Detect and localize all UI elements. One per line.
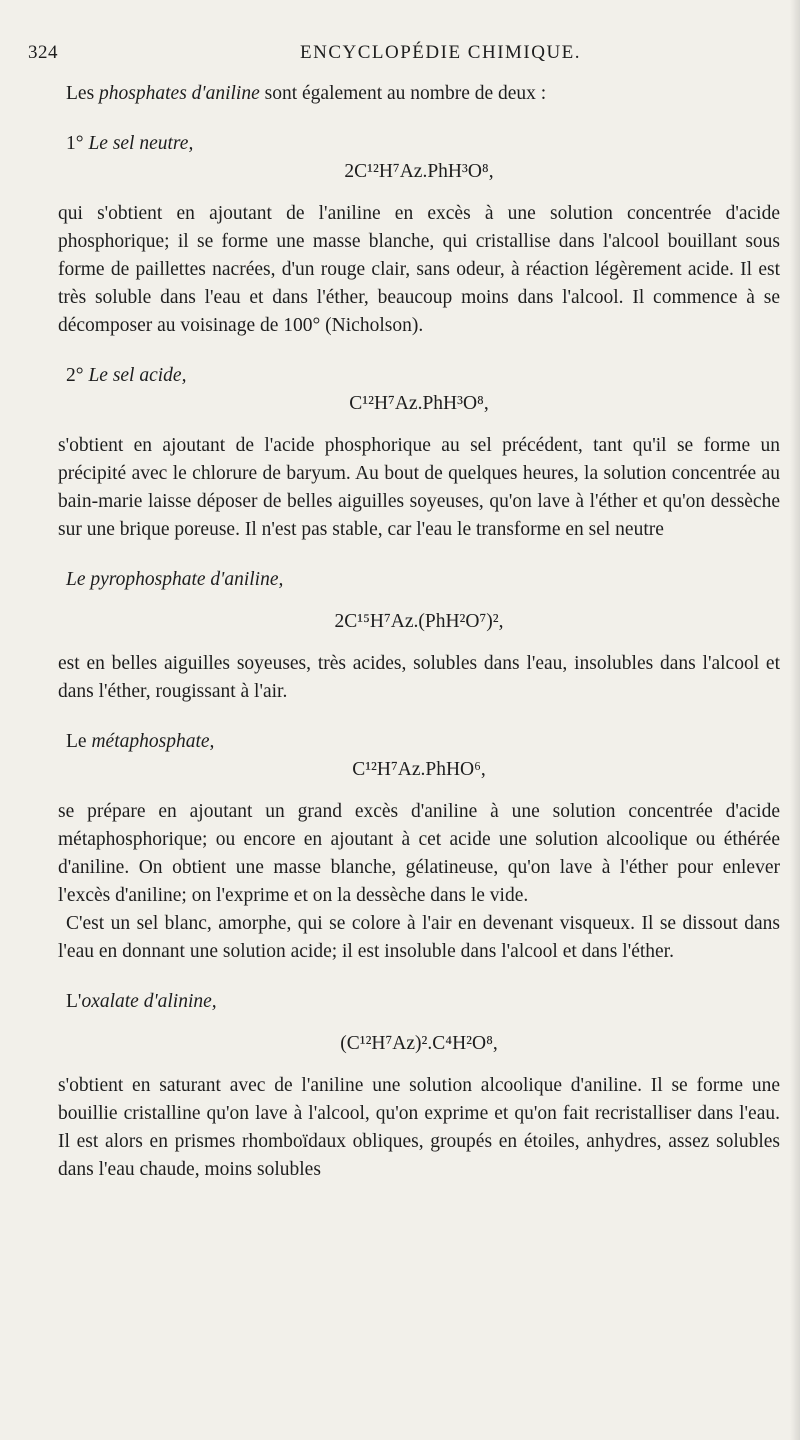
pyrophosphate-heading (58, 566, 780, 594)
metaphosphate-paragraph-1: se prépare en ajoutant un grand excès d'aniline à une solution concentrée d'acide métaphosphorique; ou encore en ajoutant à cet acide une solution alcoolique ou éthérée d'aniline. On obtient une masse blanche, gélatineuse, qu'on lave à l'éther pour enlever l'excès d'aniline; on l'exprime et on la dessèche dans le vide. (58, 801, 780, 906)
metaphosphate-formula: C¹²H⁷Az.PhHO⁶, (352, 759, 486, 780)
neutral-salt-paragraph: qui s'obtient en ajoutant de l'aniline en excès à une solution concentrée d'acide phosphorique; il se forme une masse blanche, qui cristallise dans l'alcool bouillant sous forme de paillettes nacrées, d'un rouge clair, sans odeur, à réaction légèrement acide. Il est très soluble dans l'eau et dans l'éther, beaucoup moins dans l'alcool. Il commence à se décomposer au voisinage de 100° (Nicholson). (58, 203, 780, 336)
metaphosphate-heading-prefix: Le (66, 731, 92, 752)
oxalate-heading (58, 988, 780, 1016)
oxalate-paragraph: s'obtient en saturant avec de l'aniline une solution alcoolique d'aniline. Il se forme une bouillie cristalline qu'on lave à l'alcool, qu'on exprime et qu'on fait recristalliser dans l'eau. Il est alors en prismes rhomboïdaux obliques, groupés en étoiles, anhydres, assez solubles dans l'eau chaude, moins solubles (58, 1075, 780, 1180)
spacer (58, 784, 780, 798)
neutral-heading-text: Le sel neutre, (88, 133, 194, 154)
neutral-heading-number: 1° (66, 133, 89, 154)
intro-sentence (58, 80, 780, 108)
metaphosphate-heading-emphasis: métaphosphate, (91, 731, 215, 752)
spacer (58, 1058, 780, 1072)
page-edge-shadow (790, 0, 800, 1440)
page-header (28, 42, 788, 68)
spacer (58, 636, 780, 650)
acid-salt-paragraph: s'obtient en ajoutant de l'acide phosphorique au sel précédent, tant qu'il se forme un précipité avec le chlorure de baryum. Au bout de quelques heures, la solution concentrée au bain-marie laisse déposer de belles aiguilles soyeuses, qu'on lave à l'éther et qu'on dessèche sur une brique poreuse. Il n'est pas stable, car l'eau le transforme en sel neutre (58, 435, 780, 540)
page-body (58, 80, 780, 1184)
neutral-salt-heading (58, 130, 780, 158)
pyrophosphate-heading-text: Le pyrophosphate d'aniline, (66, 569, 284, 590)
pyrophosphate-formula: 2C¹⁵H⁷Az.(PhH²O⁷)², (334, 611, 504, 632)
acid-salt-formula: C¹²H⁷Az.PhH³O⁸, (349, 393, 489, 414)
oxalate-formula: (C¹²H⁷Az)².C⁴H²O⁸, (340, 1033, 498, 1054)
neutral-salt-formula: 2C¹²H⁷Az.PhH³O⁸, (344, 161, 494, 182)
intro-emphasis: phosphates d'aniline (99, 83, 260, 104)
metaphosphate-heading (58, 728, 780, 756)
acid-salt-heading (58, 362, 780, 390)
page-number: 324 (28, 42, 58, 63)
spacer (58, 594, 780, 608)
spacer (58, 418, 780, 432)
spacer (58, 1016, 780, 1030)
acid-heading-number: 2° (66, 365, 89, 386)
metaphosphate-paragraph-2: C'est un sel blanc, amorphe, qui se colore à l'air en devenant visqueux. Il se dissout dans l'eau en donnant une solution acide; il est insoluble dans l'alcool et dans l'éther. (58, 913, 780, 962)
acid-heading-text: Le sel acide, (88, 365, 187, 386)
intro-prefix: Les (66, 83, 100, 104)
spacer (58, 186, 780, 200)
pyrophosphate-paragraph: est en belles aiguilles soyeuses, très acides, solubles dans l'eau, insolubles dans l'alcool et dans l'éther, rougissant à l'air. (58, 653, 780, 702)
oxalate-heading-emphasis: oxalate d'alinine, (81, 991, 217, 1012)
oxalate-heading-prefix: L' (66, 991, 82, 1012)
intro-suffix: sont également au nombre de deux : (259, 83, 547, 104)
running-title: ENCYCLOPÉDIE CHIMIQUE. (300, 42, 582, 63)
